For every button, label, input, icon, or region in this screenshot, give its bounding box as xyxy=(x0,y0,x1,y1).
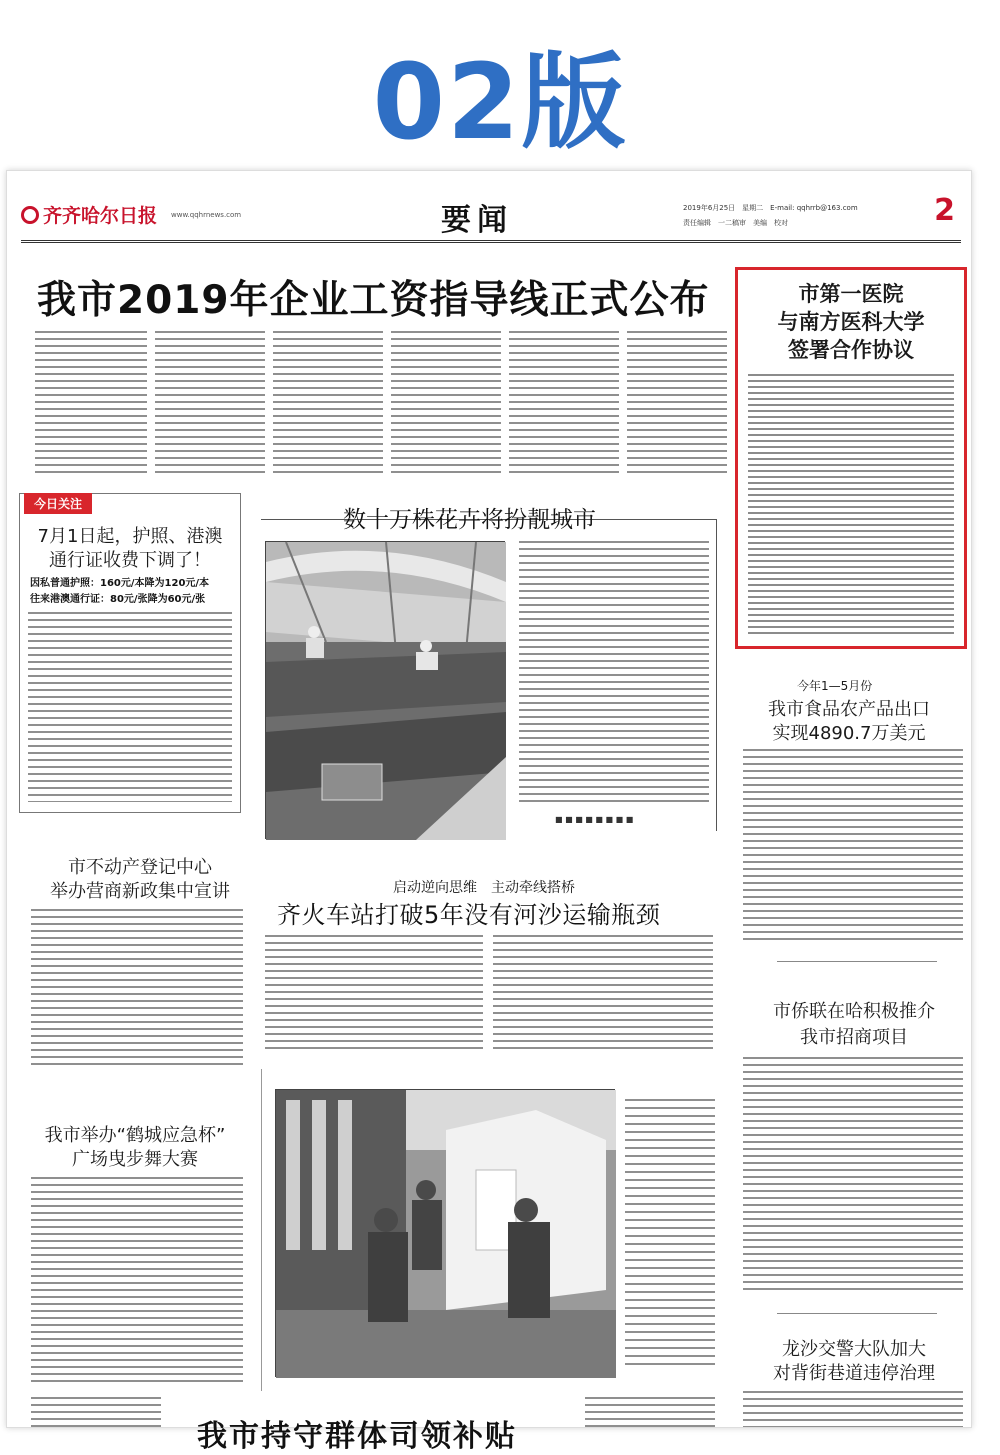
overseas-chinese-title-line-2: 我市招商项目 xyxy=(800,1027,908,1048)
newspaper-page xyxy=(6,170,972,1454)
lead-story-column xyxy=(155,331,265,477)
greenhouse-photo-image xyxy=(266,542,506,840)
train-story-kicker: 启动逆向思维 主动牵线搭桥 xyxy=(393,880,575,896)
lead-story-column xyxy=(273,331,383,477)
logo-circle-icon xyxy=(21,206,39,224)
flower-story-title: 数十万株花卉将扮靓城市 xyxy=(343,507,596,533)
food-export-title-line-1: 我市食品农产品出口 xyxy=(768,699,930,720)
highlight-story-body xyxy=(748,374,954,636)
page-number: 2 xyxy=(934,193,955,228)
real-estate-body xyxy=(31,909,243,1067)
train-story-title: 齐火车站打破5年没有河沙运输瓶颈 xyxy=(277,901,661,929)
column-rule xyxy=(261,1069,262,1391)
food-export-kicker: 今年1—5月份 xyxy=(797,679,873,693)
today-focus-box xyxy=(19,493,241,813)
lead-story-column xyxy=(35,331,147,477)
today-focus-title-line-1: 7月1日起，护照、港澳 xyxy=(37,526,223,547)
bottom-right-body xyxy=(585,1397,715,1429)
newspaper-logo: 齐齐哈尔日报 xyxy=(21,201,157,228)
today-focus-title-line-2: 通行证收费下调了！ xyxy=(49,550,211,571)
staff-line: 责任编辑 一二稿审 美编 校对 xyxy=(683,219,788,227)
today-focus-tag: 今日关注 xyxy=(24,493,92,514)
overseas-chinese-body xyxy=(743,1057,963,1293)
date-line: 2019年6月25日 星期二 E-mail: qqhrrb@163.com xyxy=(683,204,858,212)
highlighted-story-box[interactable] xyxy=(735,267,967,649)
overseas-chinese-title-line-1: 市侨联在哈积极推介 xyxy=(773,1001,935,1022)
today-focus-sub-line-1: 因私普通护照：160元/本降为120元/本 xyxy=(30,578,210,589)
right-column-divider xyxy=(777,961,937,962)
soldiers-photo xyxy=(275,1089,615,1377)
lead-headline: 我市2019年企业工资指导线正式公布 xyxy=(37,278,710,323)
section-name: 要闻 xyxy=(441,203,513,238)
soldiers-photo-caption xyxy=(625,1099,715,1369)
flower-story-body xyxy=(519,541,709,803)
today-focus-body xyxy=(28,612,232,802)
traffic-police-title-line-1: 龙沙交警大队加大 xyxy=(782,1339,926,1360)
masthead xyxy=(21,191,961,243)
train-story-column xyxy=(265,935,483,1051)
dance-contest-body xyxy=(31,1177,243,1385)
highlight-title-line-3: 签署合作协议 xyxy=(788,338,914,362)
today-focus-sub-line-2: 往来港澳通行证：80元/张降为60元/张 xyxy=(30,594,206,605)
soldiers-photo-image xyxy=(276,1090,616,1378)
traffic-police-body xyxy=(743,1391,963,1427)
edition-banner xyxy=(0,0,1000,163)
bottom-left-body xyxy=(31,1397,161,1429)
flower-photo-credit: ■ ■ ■ ■ ■ ■ ■ ■ xyxy=(555,815,634,824)
lead-story-column xyxy=(391,331,501,477)
edition-title: 02版 xyxy=(372,41,628,163)
train-story-column xyxy=(493,935,713,1051)
real-estate-title-line-1: 市不动产登记中心 xyxy=(68,857,212,878)
food-export-body xyxy=(743,749,963,945)
highlight-title-line-2: 与南方医科大学 xyxy=(777,310,925,334)
dance-contest-title-line-2: 广场曳步舞大赛 xyxy=(72,1149,198,1170)
traffic-police-title-line-2: 对背街巷道违停治理 xyxy=(773,1363,935,1384)
logo-url: www.qqhrnews.com xyxy=(171,211,242,219)
right-column-divider xyxy=(777,1313,937,1314)
lead-story-column xyxy=(509,331,619,477)
lead-story-column xyxy=(627,331,727,477)
real-estate-title-line-2: 举办营商新政集中宣讲 xyxy=(50,881,230,902)
food-export-title-line-2: 实现4890.7万美元 xyxy=(772,723,926,744)
greenhouse-photo xyxy=(265,541,505,839)
highlight-title-line-1: 市第一医院 xyxy=(798,282,904,306)
bottom-headline: 我市持守群体司领补贴 xyxy=(197,1419,517,1454)
dance-contest-title-line-1: 我市举办“鹤城应急杯” xyxy=(44,1125,226,1146)
